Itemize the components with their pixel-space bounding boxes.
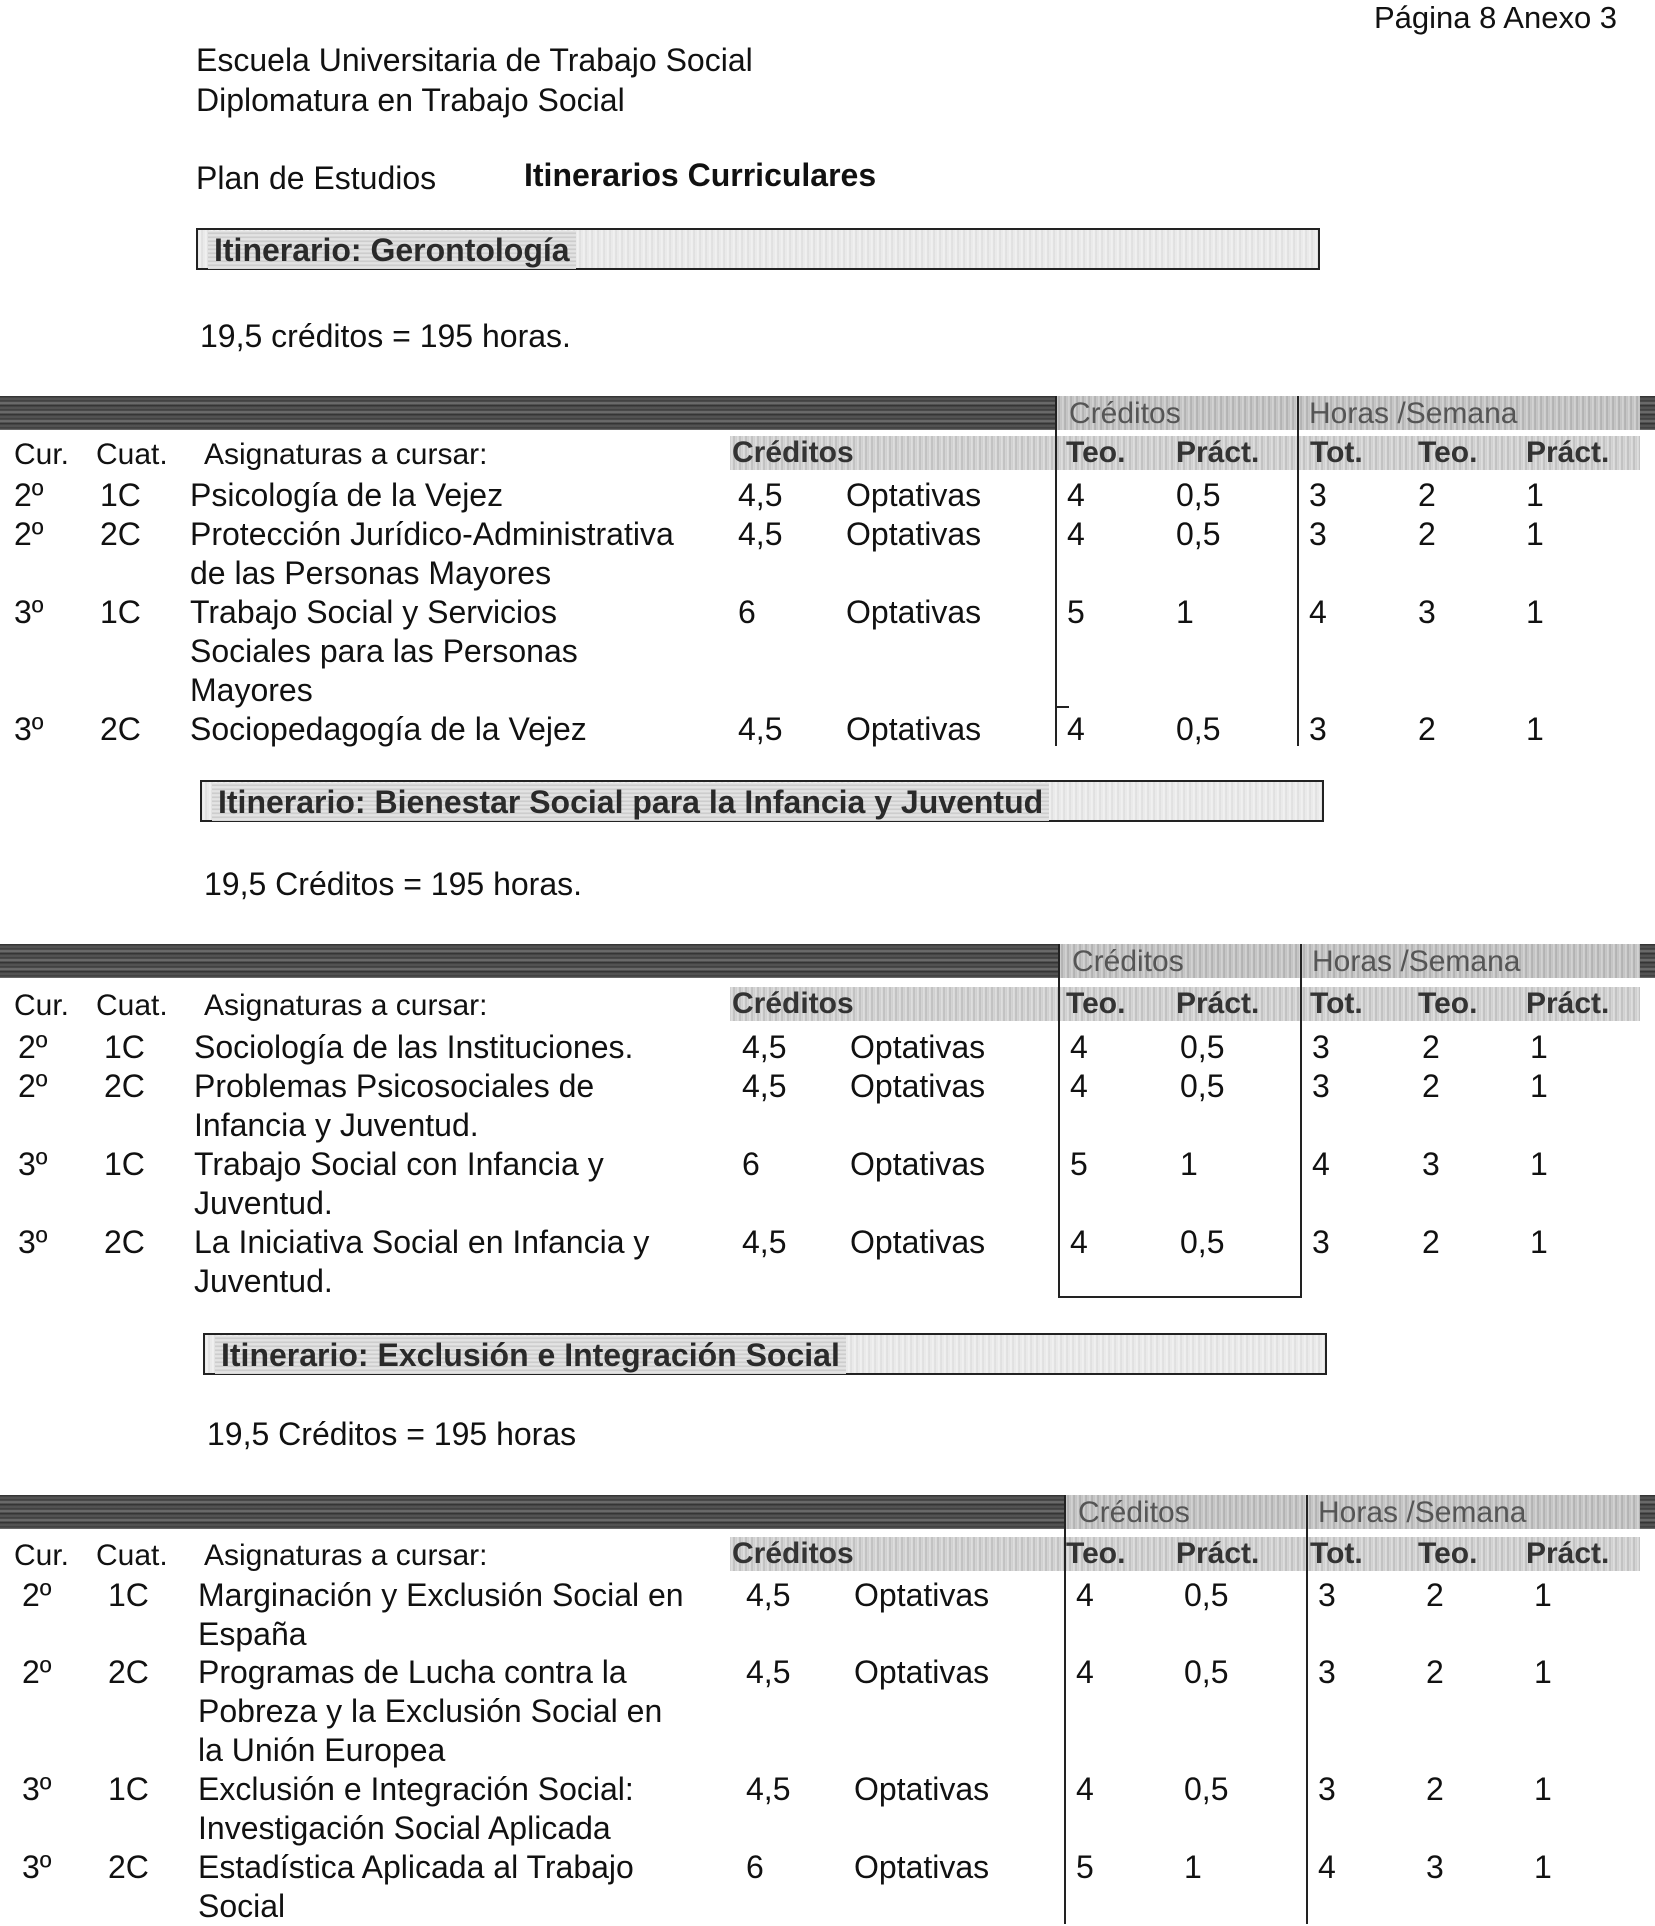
- cell-creditos: 4,5: [738, 516, 783, 552]
- col-header-teo: Teo.: [1418, 436, 1478, 469]
- col-header-cred-pract: Práct.: [1176, 436, 1260, 469]
- cell-pract: 1: [1534, 1849, 1552, 1885]
- cell-tipo: Optativas: [850, 1146, 986, 1182]
- cell-cur: 3º: [14, 711, 44, 747]
- cell-asignatura-line: Trabajo Social y Servicios: [190, 594, 557, 630]
- creditos-right-border: [1297, 396, 1299, 746]
- col-header-tot: Tot.: [1310, 1537, 1363, 1570]
- cell-tipo: Optativas: [846, 477, 982, 513]
- cell-tot: 3: [1309, 711, 1327, 747]
- col-header-teo: Teo.: [1418, 987, 1478, 1020]
- cell-pract: 1: [1534, 1654, 1552, 1690]
- cell-asignatura-line: Pobreza y la Exclusión Social en: [198, 1693, 663, 1729]
- col-header-tot: Tot.: [1310, 436, 1363, 469]
- cell-teo: 2: [1418, 516, 1436, 552]
- group-header-creditos: Créditos: [1078, 1496, 1190, 1529]
- cell-cuat: 2C: [108, 1849, 149, 1885]
- col-header-creditos: Créditos: [732, 987, 854, 1020]
- creditos-right-border: [1306, 1495, 1308, 1924]
- cell-cred-pract: 0,5: [1184, 1654, 1229, 1690]
- cell-asignatura-line: Juventud.: [194, 1185, 333, 1221]
- itinerary-title: Itinerario: Bienestar Social para la Infancia y Juventud: [212, 783, 1049, 821]
- cell-asignatura-line: Marginación y Exclusión Social en: [198, 1577, 684, 1613]
- cell-cuat: 1C: [108, 1771, 149, 1807]
- cell-tipo: Optativas: [846, 594, 982, 630]
- cell-cuat: 2C: [100, 711, 141, 747]
- col-header-cred-pract: Práct.: [1176, 987, 1260, 1020]
- group-header-horas: Horas /Semana: [1318, 1496, 1527, 1529]
- cell-cred-pract: 1: [1184, 1849, 1202, 1885]
- group-header-horas: Horas /Semana: [1312, 945, 1521, 978]
- col-header-cur: Cur.: [14, 438, 70, 471]
- cell-creditos: 6: [746, 1849, 764, 1885]
- cell-cred-pract: 1: [1180, 1146, 1198, 1182]
- itinerary-title-box: [203, 1333, 1327, 1375]
- cell-tot: 3: [1318, 1771, 1336, 1807]
- cell-cur: 2º: [18, 1029, 48, 1065]
- cell-teo: 2: [1426, 1771, 1444, 1807]
- col-header-asignaturas: Asignaturas a cursar:: [204, 1539, 488, 1572]
- col-header-asignaturas: Asignaturas a cursar:: [204, 989, 488, 1022]
- cell-cred-teo: 4: [1070, 1029, 1088, 1065]
- itinerary-title: Itinerario: Gerontología: [208, 231, 576, 269]
- itinerary-title: Itinerario: Exclusión e Integración Social: [215, 1336, 846, 1374]
- cell-cred-teo: 4: [1070, 1068, 1088, 1104]
- col-header-cred-teo: Teo.: [1066, 1537, 1126, 1570]
- col-header-cuat: Cuat.: [96, 438, 168, 471]
- cell-tot: 3: [1312, 1224, 1330, 1260]
- cell-tot: 3: [1309, 516, 1327, 552]
- cell-tot: 3: [1309, 477, 1327, 513]
- cell-creditos: 4,5: [738, 477, 783, 513]
- cell-asignatura-line: de las Personas Mayores: [190, 555, 552, 591]
- cell-cuat: 1C: [100, 594, 141, 630]
- cell-cur: 3º: [14, 594, 44, 630]
- cell-cur: 2º: [22, 1654, 52, 1690]
- cell-cred-teo: 4: [1076, 1654, 1094, 1690]
- cell-tipo: Optativas: [854, 1771, 990, 1807]
- cell-teo: 2: [1422, 1068, 1440, 1104]
- col-header-cuat: Cuat.: [96, 989, 168, 1022]
- cell-cred-teo: 4: [1067, 516, 1085, 552]
- page-number: Página 8 Anexo 3: [1374, 0, 1618, 35]
- cell-asignatura-line: La Iniciativa Social en Infancia y: [194, 1224, 650, 1260]
- cell-asignatura-line: Trabajo Social con Infancia y: [194, 1146, 604, 1182]
- cell-asignatura-line: Protección Jurídico-Administrativa: [190, 516, 674, 552]
- cell-cred-pract: 0,5: [1184, 1771, 1229, 1807]
- degree-name: Diplomatura en Trabajo Social: [196, 82, 625, 118]
- col-header-cur: Cur.: [14, 1539, 70, 1572]
- cell-creditos: 4,5: [738, 711, 783, 747]
- cell-asignatura-line: Juventud.: [194, 1263, 333, 1299]
- cell-tipo: Optativas: [850, 1029, 986, 1065]
- cell-cuat: 2C: [100, 516, 141, 552]
- col-header-cred-pract: Práct.: [1176, 1537, 1260, 1570]
- cell-cred-pract: 0,5: [1180, 1224, 1225, 1260]
- cell-cuat: 2C: [108, 1654, 149, 1690]
- cell-cred-pract: 0,5: [1176, 711, 1221, 747]
- cell-pract: 1: [1530, 1068, 1548, 1104]
- cell-tipo: Optativas: [846, 516, 982, 552]
- cell-cred-teo: 5: [1070, 1146, 1088, 1182]
- cell-pract: 1: [1530, 1224, 1548, 1260]
- cell-teo: 2: [1426, 1654, 1444, 1690]
- cell-cuat: 1C: [108, 1577, 149, 1613]
- cell-tipo: Optativas: [850, 1224, 986, 1260]
- col-header-pract: Práct.: [1526, 436, 1610, 469]
- creditos-left-border: [1058, 944, 1060, 1296]
- cell-cuat: 1C: [104, 1029, 145, 1065]
- group-header-creditos: Créditos: [1069, 397, 1181, 430]
- cell-asignatura-line: Exclusión e Integración Social:: [198, 1771, 634, 1807]
- cell-asignatura-line: España: [198, 1616, 307, 1652]
- plan-title: Itinerarios Curriculares: [524, 157, 877, 193]
- cell-creditos: 4,5: [742, 1029, 787, 1065]
- itinerary-credits: 19,5 Créditos = 195 horas: [207, 1416, 577, 1452]
- school-name: Escuela Universitaria de Trabajo Social: [196, 42, 753, 78]
- cell-tot: 3: [1312, 1068, 1330, 1104]
- cell-creditos: 6: [742, 1146, 760, 1182]
- col-header-creditos: Créditos: [732, 1537, 854, 1570]
- cell-cur: 3º: [18, 1224, 48, 1260]
- cell-teo: 3: [1418, 594, 1436, 630]
- cell-cred-pract: 0,5: [1180, 1029, 1225, 1065]
- cell-cred-teo: 4: [1076, 1577, 1094, 1613]
- cell-pract: 1: [1526, 477, 1544, 513]
- cell-tot: 3: [1318, 1654, 1336, 1690]
- creditos-right-border: [1300, 944, 1302, 1296]
- cell-tot: 3: [1318, 1577, 1336, 1613]
- cell-asignatura-line: Sociología de las Instituciones.: [194, 1029, 634, 1065]
- plan-label: Plan de Estudios: [196, 160, 437, 196]
- cell-cred-teo: 5: [1067, 594, 1085, 630]
- creditos-left-border: [1055, 396, 1057, 746]
- col-header-pract: Práct.: [1526, 987, 1610, 1020]
- cell-cred-teo: 4: [1070, 1224, 1088, 1260]
- cell-asignatura-line: Problemas Psicosociales de: [194, 1068, 595, 1104]
- itinerary-credits: 19,5 Créditos = 195 horas.: [204, 866, 583, 902]
- cell-tot: 4: [1309, 594, 1327, 630]
- cell-cur: 3º: [22, 1849, 52, 1885]
- cell-asignatura-line: Psicología de la Vejez: [190, 477, 504, 513]
- col-header-teo: Teo.: [1418, 1537, 1478, 1570]
- cell-pract: 1: [1526, 516, 1544, 552]
- cell-asignatura-line: Investigación Social Aplicada: [198, 1810, 611, 1846]
- cell-teo: 2: [1426, 1577, 1444, 1613]
- cell-cur: 2º: [14, 477, 44, 513]
- cell-creditos: 4,5: [746, 1577, 791, 1613]
- cell-cuat: 2C: [104, 1224, 145, 1260]
- cell-asignatura-line: Infancia y Juventud.: [194, 1107, 479, 1143]
- itinerary-credits: 19,5 créditos = 195 horas.: [200, 318, 571, 354]
- col-header-cuat: Cuat.: [96, 1539, 168, 1572]
- cell-asignatura-line: Social: [198, 1888, 286, 1924]
- cell-cuat: 1C: [100, 477, 141, 513]
- cell-tipo: Optativas: [850, 1068, 986, 1104]
- cell-tipo: Optativas: [854, 1849, 990, 1885]
- cell-pract: 1: [1534, 1577, 1552, 1613]
- col-header-asignaturas: Asignaturas a cursar:: [204, 438, 488, 471]
- cell-creditos: 4,5: [742, 1068, 787, 1104]
- cell-creditos: 4,5: [746, 1654, 791, 1690]
- cell-teo: 3: [1426, 1849, 1444, 1885]
- cell-cred-pract: 0,5: [1176, 477, 1221, 513]
- cell-cuat: 2C: [104, 1068, 145, 1104]
- itinerary-title-box: [200, 780, 1324, 822]
- col-header-cred-teo: Teo.: [1066, 436, 1126, 469]
- cell-asignatura-line: Sociopedagogía de la Vejez: [190, 711, 587, 747]
- cell-cur: 2º: [14, 516, 44, 552]
- cell-cred-pract: 0,5: [1180, 1068, 1225, 1104]
- cell-creditos: 6: [738, 594, 756, 630]
- cell-tot: 4: [1318, 1849, 1336, 1885]
- cell-asignatura-line: Estadística Aplicada al Trabajo: [198, 1849, 634, 1885]
- cell-cred-pract: 0,5: [1184, 1577, 1229, 1613]
- col-header-cur: Cur.: [14, 989, 70, 1022]
- cell-creditos: 4,5: [742, 1224, 787, 1260]
- cell-teo: 3: [1422, 1146, 1440, 1182]
- cell-asignatura-line: Sociales para las Personas: [190, 633, 578, 669]
- cell-pract: 1: [1534, 1771, 1552, 1807]
- cell-cur: 2º: [22, 1577, 52, 1613]
- group-header-horas: Horas /Semana: [1309, 397, 1518, 430]
- cell-cuat: 1C: [104, 1146, 145, 1182]
- cell-teo: 2: [1422, 1029, 1440, 1065]
- cell-cred-teo: 4: [1067, 711, 1085, 747]
- cell-cred-pract: 1: [1176, 594, 1194, 630]
- cell-tipo: Optativas: [846, 711, 982, 747]
- cell-asignatura-line: Programas de Lucha contra la: [198, 1654, 627, 1690]
- creditos-corner-mark: [1055, 706, 1069, 708]
- cell-pract: 1: [1526, 711, 1544, 747]
- cell-tipo: Optativas: [854, 1654, 990, 1690]
- cell-cur: 3º: [18, 1146, 48, 1182]
- itinerary-title-box: [196, 228, 1320, 270]
- cell-cur: 2º: [18, 1068, 48, 1104]
- cell-cred-pract: 0,5: [1176, 516, 1221, 552]
- col-header-pract: Práct.: [1526, 1537, 1610, 1570]
- creditos-bottom-border: [1058, 1296, 1302, 1298]
- col-header-tot: Tot.: [1310, 987, 1363, 1020]
- col-header-creditos: Créditos: [732, 436, 854, 469]
- cell-asignatura-line: Mayores: [190, 672, 313, 708]
- cell-creditos: 4,5: [746, 1771, 791, 1807]
- cell-pract: 1: [1530, 1146, 1548, 1182]
- col-header-cred-teo: Teo.: [1066, 987, 1126, 1020]
- cell-tot: 4: [1312, 1146, 1330, 1182]
- creditos-left-border: [1064, 1495, 1066, 1924]
- cell-teo: 2: [1422, 1224, 1440, 1260]
- cell-cred-teo: 4: [1076, 1771, 1094, 1807]
- cell-pract: 1: [1526, 594, 1544, 630]
- cell-cred-teo: 4: [1067, 477, 1085, 513]
- cell-tot: 3: [1312, 1029, 1330, 1065]
- cell-cred-teo: 5: [1076, 1849, 1094, 1885]
- cell-asignatura-line: la Unión Europea: [198, 1732, 446, 1768]
- cell-cur: 3º: [22, 1771, 52, 1807]
- cell-tipo: Optativas: [854, 1577, 990, 1613]
- cell-pract: 1: [1530, 1029, 1548, 1065]
- cell-teo: 2: [1418, 711, 1436, 747]
- group-header-creditos: Créditos: [1072, 945, 1184, 978]
- cell-teo: 2: [1418, 477, 1436, 513]
